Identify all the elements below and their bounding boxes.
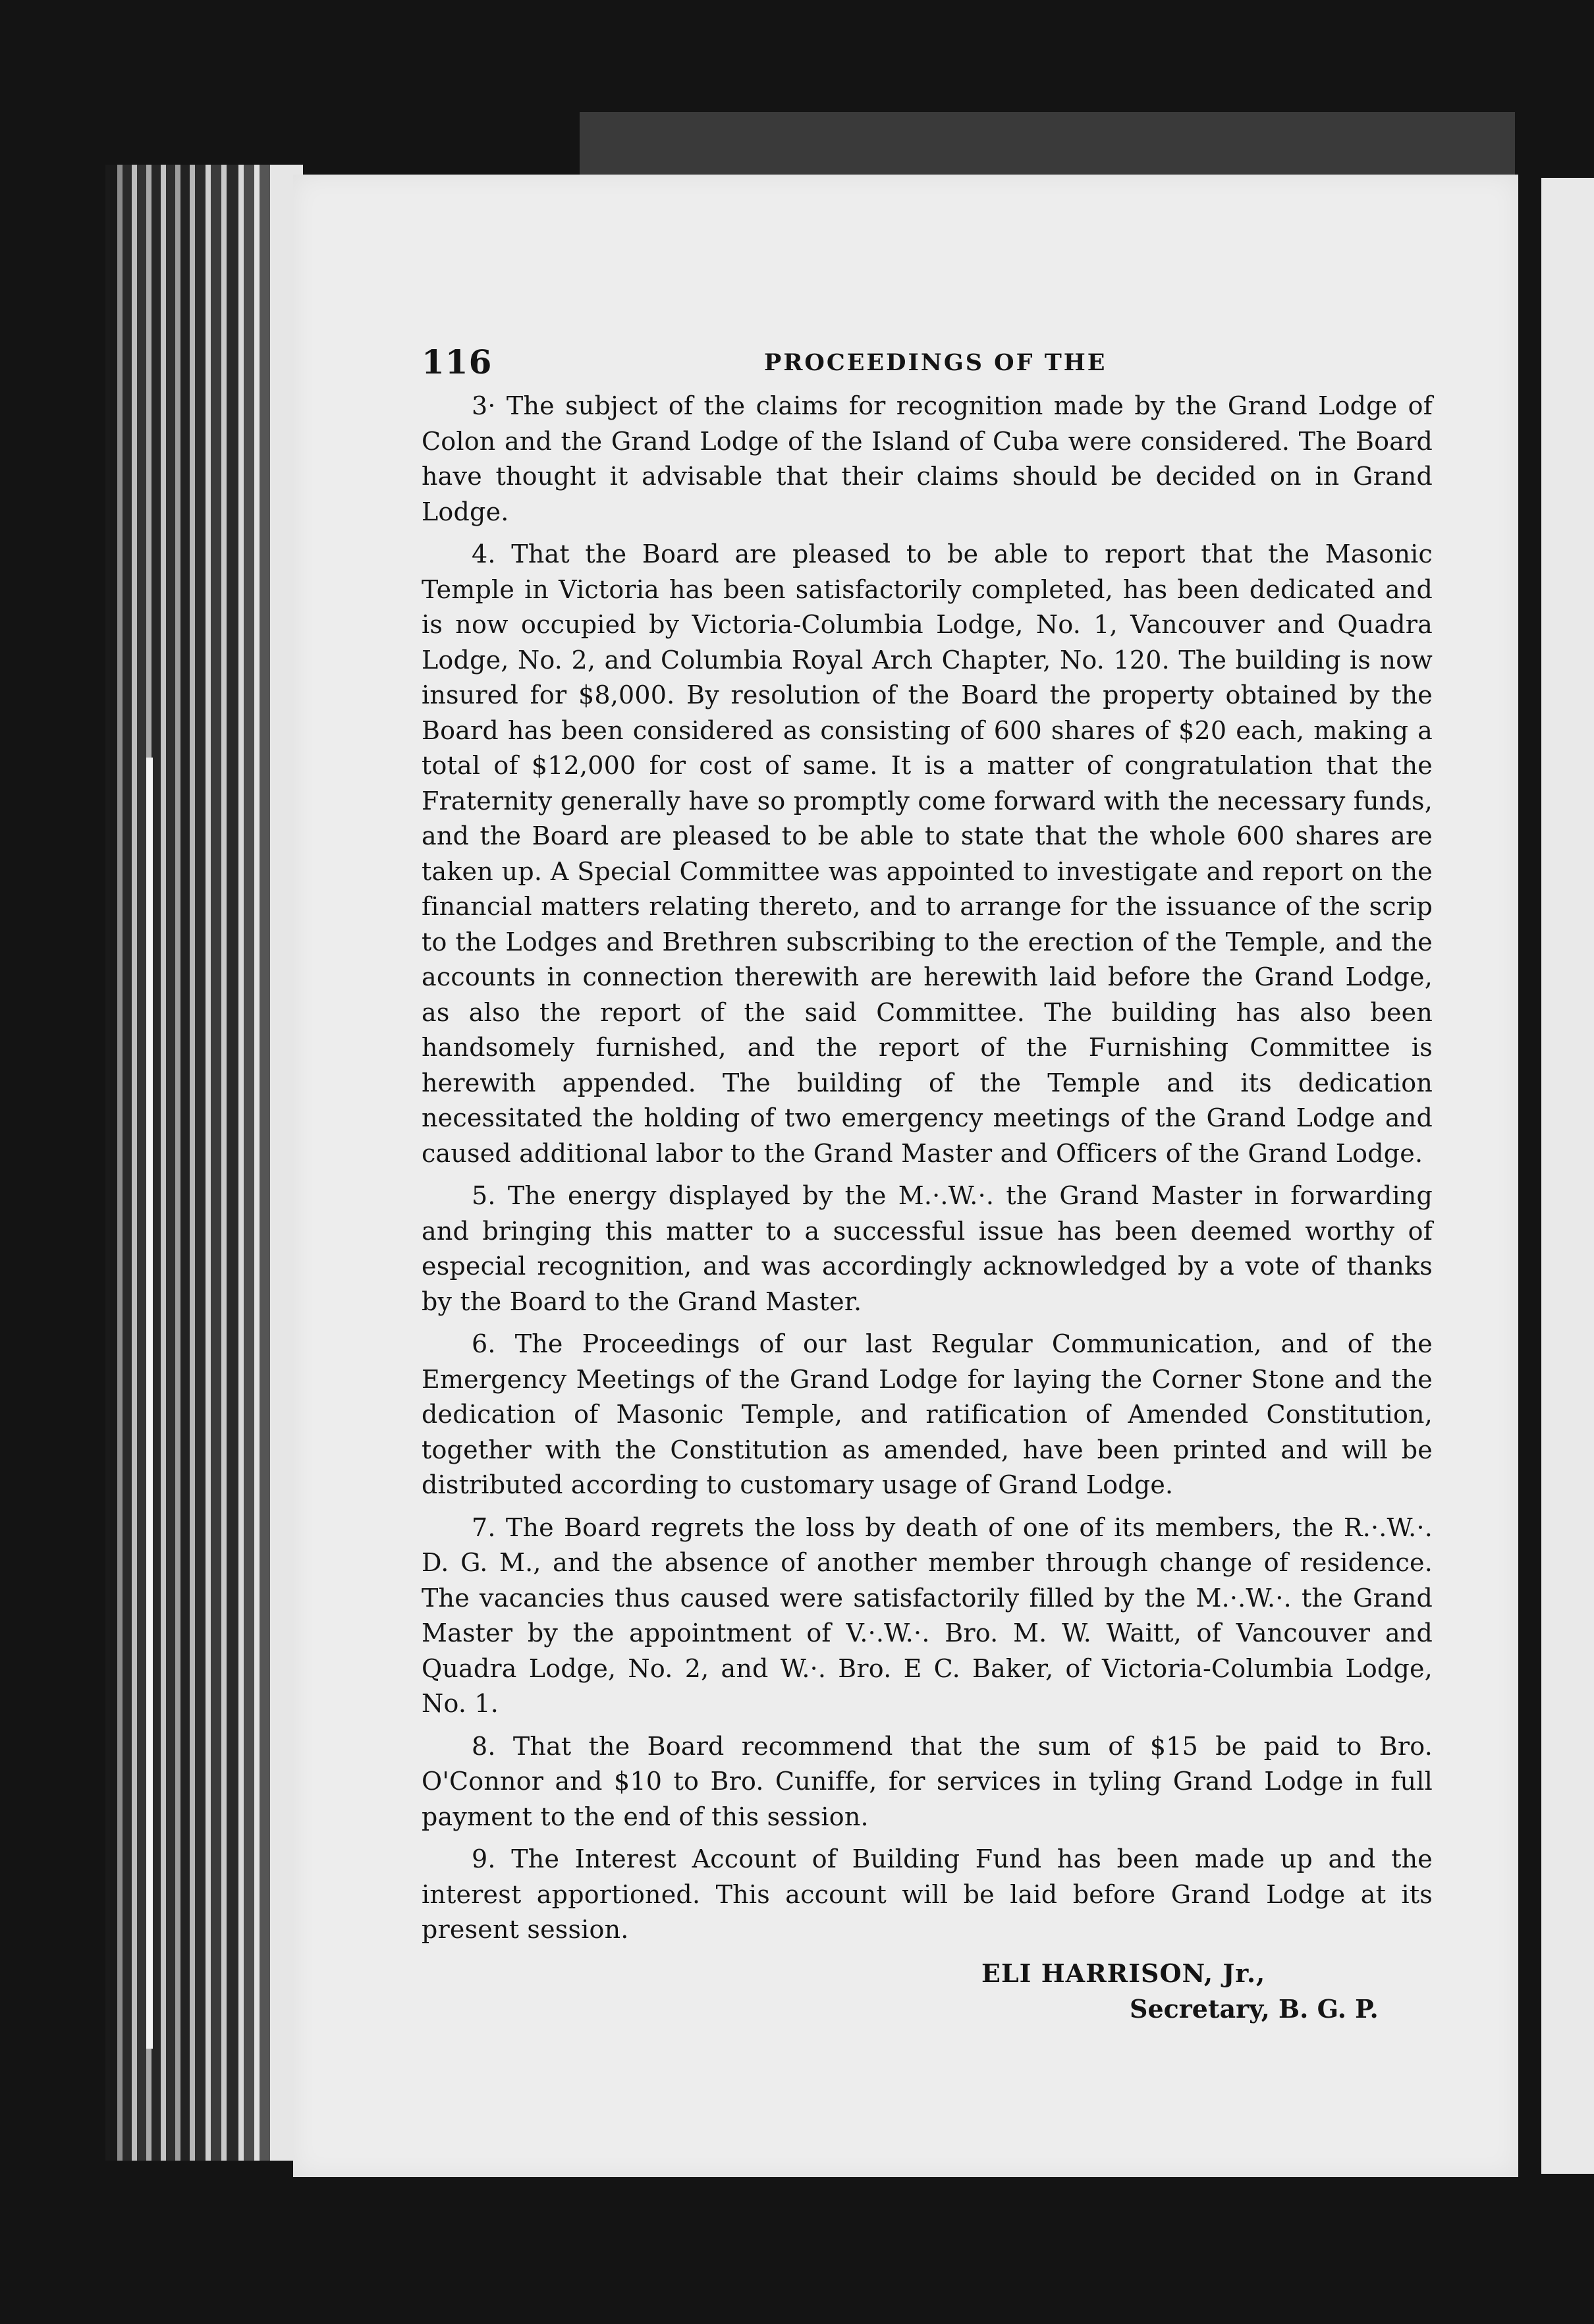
page-content — [422, 343, 1433, 2027]
running-head: PROCEEDINGS OF THE — [764, 349, 1107, 376]
paragraph-9: 9. The Interest Account of Building Fund has been made up and the interest apportioned. This account will be laid before Grand Lodge at its present session. — [422, 1844, 1433, 1944]
page-edge-strip — [146, 758, 153, 2049]
book-page-edges — [105, 165, 303, 2161]
paragraph-6: 6. The Proceedings of our last Regular Communication, and of the Emergency Meetings of the Grand Lodge for laying the Corner Stone and the dedication of Masonic Temple, and ratification of Amended Constitution, together with the Constitution as amended, have been printed and will be distributed according to customary usage of Grand Lodge. — [422, 1329, 1433, 1499]
page-number: 116 — [422, 343, 493, 381]
signature-block — [422, 1956, 1433, 2027]
paragraph-4: 4. That the Board are pleased to be able to report that the Masonic Temple in Victoria has been satisfactorily completed, has been dedicated and is now occupied by Victoria-Columbia Lodge, No. 1, Vancouver and Quadra Lodge, No. 2, and Columbia Royal Arch Chapter, No. 120. The building is now insured for $8,000. By resolution of the Board the property obtained by the Board has been considered as consisting of 600 shares of $20 each, making a total of $12,000 for cost of same. It is a matter of congratulation that the Fraternity generally have so promptly come forward with the necessary funds, and the Board are pleased to be able to state that the whole 600 shares are taken up. A Special Committee was appointed to investigate and report on the financial matters relating thereto, and to arrange for the issuance of the scrip to the Lodges and Brethren subscribing to the erection of the Temple, and the accounts in connection therewith are herewith laid before the Grand Lodge, as also the report of the said Committee. The building has also been handsomely furnished, and the report of the Furnishing Committee is herewith appended. The building of the Temple and its dedication necessitated the holding of two emergency meetings of the Grand Lodge and caused additional labor to the Grand Master and Officers of the Grand Lodge. — [422, 540, 1433, 1168]
paragraph-8: 8. That the Board recommend that the sum of $15 be paid to Bro. O'Connor and $10 to Bro. Cuniffe, for services in tyling Grand Lodge in full payment to the end of this session. — [422, 1731, 1433, 1831]
page-header — [422, 343, 1433, 389]
scan-background-top — [580, 112, 1515, 184]
paragraph-5: 5. The energy displayed by the M.·.W.·. the Grand Master in forwarding and bringing this matter to a successful issue has been deemed worthy of especial recognition, and was accordingly acknowledged by a vote of thanks by the Board to the Grand Master. — [422, 1181, 1433, 1316]
facing-page-edge — [1541, 178, 1594, 2174]
signature-title: Secretary, B. G. P. — [1130, 1993, 1379, 2024]
signature-name: ELI HARRISON, Jr., — [981, 1958, 1266, 1988]
paragraph-7: 7. The Board regrets the loss by death of one of its members, the R.·.W.·. D. G. M., and the absence of another member through change of residence. The vacancies thus caused were satisfactorily filled by the M.·.W.·. the Grand Master by the appointment of V.·.W.·. Bro. M. W. Waitt, of Vancouver and Quadra Lodge, No. 2, and W.·. Bro. E C. Baker, of Victoria-Columbia Lodge, No. 1. — [422, 1512, 1433, 1718]
paragraph-3: 3· The subject of the claims for recognition made by the Grand Lodge of Colon and the Grand Lodge of the Island of Cuba were considered. The Board have thought it advisable that their claims should be decided on in Grand Lodge. — [422, 391, 1433, 526]
